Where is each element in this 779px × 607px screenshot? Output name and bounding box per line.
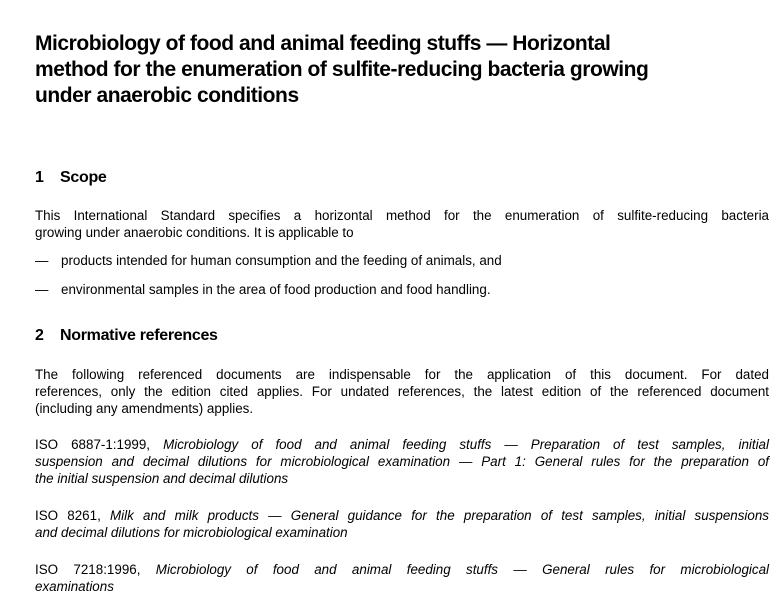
reference-title: and decimal dilutions for microbiological examination	[35, 525, 348, 540]
reference-entry-iso-6887-1	[35, 436, 769, 487]
reference-line	[35, 524, 769, 541]
reference-id: ISO 7218:1996,	[35, 562, 141, 577]
reference-line	[35, 436, 769, 453]
section-heading-scope	[35, 168, 107, 188]
list-dash-marker: —	[35, 253, 49, 268]
reference-line	[35, 507, 769, 524]
reference-title: suspension and decimal dilutions for microbiological examination — Part 1: General rules for the preparation of	[35, 454, 769, 469]
reference-line	[35, 561, 769, 578]
paragraph-line: (including any amendments) applies.	[35, 401, 254, 416]
reference-line	[35, 453, 769, 470]
reference-entry-iso-7218	[35, 561, 769, 595]
reference-title: examinations	[35, 579, 114, 594]
normative-intro-paragraph	[35, 366, 769, 417]
document-title-line: Microbiology of food and animal feeding stuffs — Horizontal	[35, 32, 611, 55]
reference-title: the initial suspension and decimal dilutions	[35, 471, 289, 486]
reference-title: Milk and milk products — General guidance for the preparation of test samples, initial suspensions	[110, 508, 769, 523]
reference-id: ISO 6887-1:1999,	[35, 437, 151, 452]
list-item-text: environmental samples in the area of food production and food handling.	[61, 282, 491, 297]
document-title	[35, 31, 769, 109]
reference-entry-iso-8261	[35, 507, 769, 541]
document-title-line: method for the enumeration of sulfite-reducing bacteria growing	[35, 58, 649, 81]
section-title: Scope	[60, 169, 107, 186]
paragraph-line: growing under anaerobic conditions. It is applicable to	[35, 225, 354, 240]
paragraph-line: The following referenced documents are indispensable for the application of this document. For dated	[35, 367, 769, 382]
paragraph-line: This International Standard specifies a horizontal method for the enumeration of sulfite-reducing bacteria	[35, 208, 769, 223]
scope-list-item	[35, 281, 769, 298]
section-title: Normative references	[60, 327, 218, 344]
document-title-line: under anaerobic conditions	[35, 84, 299, 107]
scope-intro-paragraph	[35, 207, 769, 241]
list-item-text: products intended for human consumption and the feeding of animals, and	[61, 253, 502, 268]
scope-list-item	[35, 252, 769, 269]
paragraph-line: references, only the edition cited applies. For undated references, the latest edition of the referenced document	[35, 384, 769, 399]
reference-title: Microbiology of food and animal feeding stuffs — General rules for microbiological	[155, 562, 769, 577]
section-heading-normative-references	[35, 326, 218, 346]
section-number: 2	[35, 327, 44, 344]
reference-id: ISO 8261,	[35, 508, 101, 523]
reference-title: Microbiology of food and animal feeding stuffs — Preparation of test samples, initial	[163, 437, 769, 452]
list-dash-marker: —	[35, 282, 49, 297]
reference-line	[35, 578, 769, 595]
reference-line	[35, 470, 769, 487]
section-number: 1	[35, 169, 44, 186]
